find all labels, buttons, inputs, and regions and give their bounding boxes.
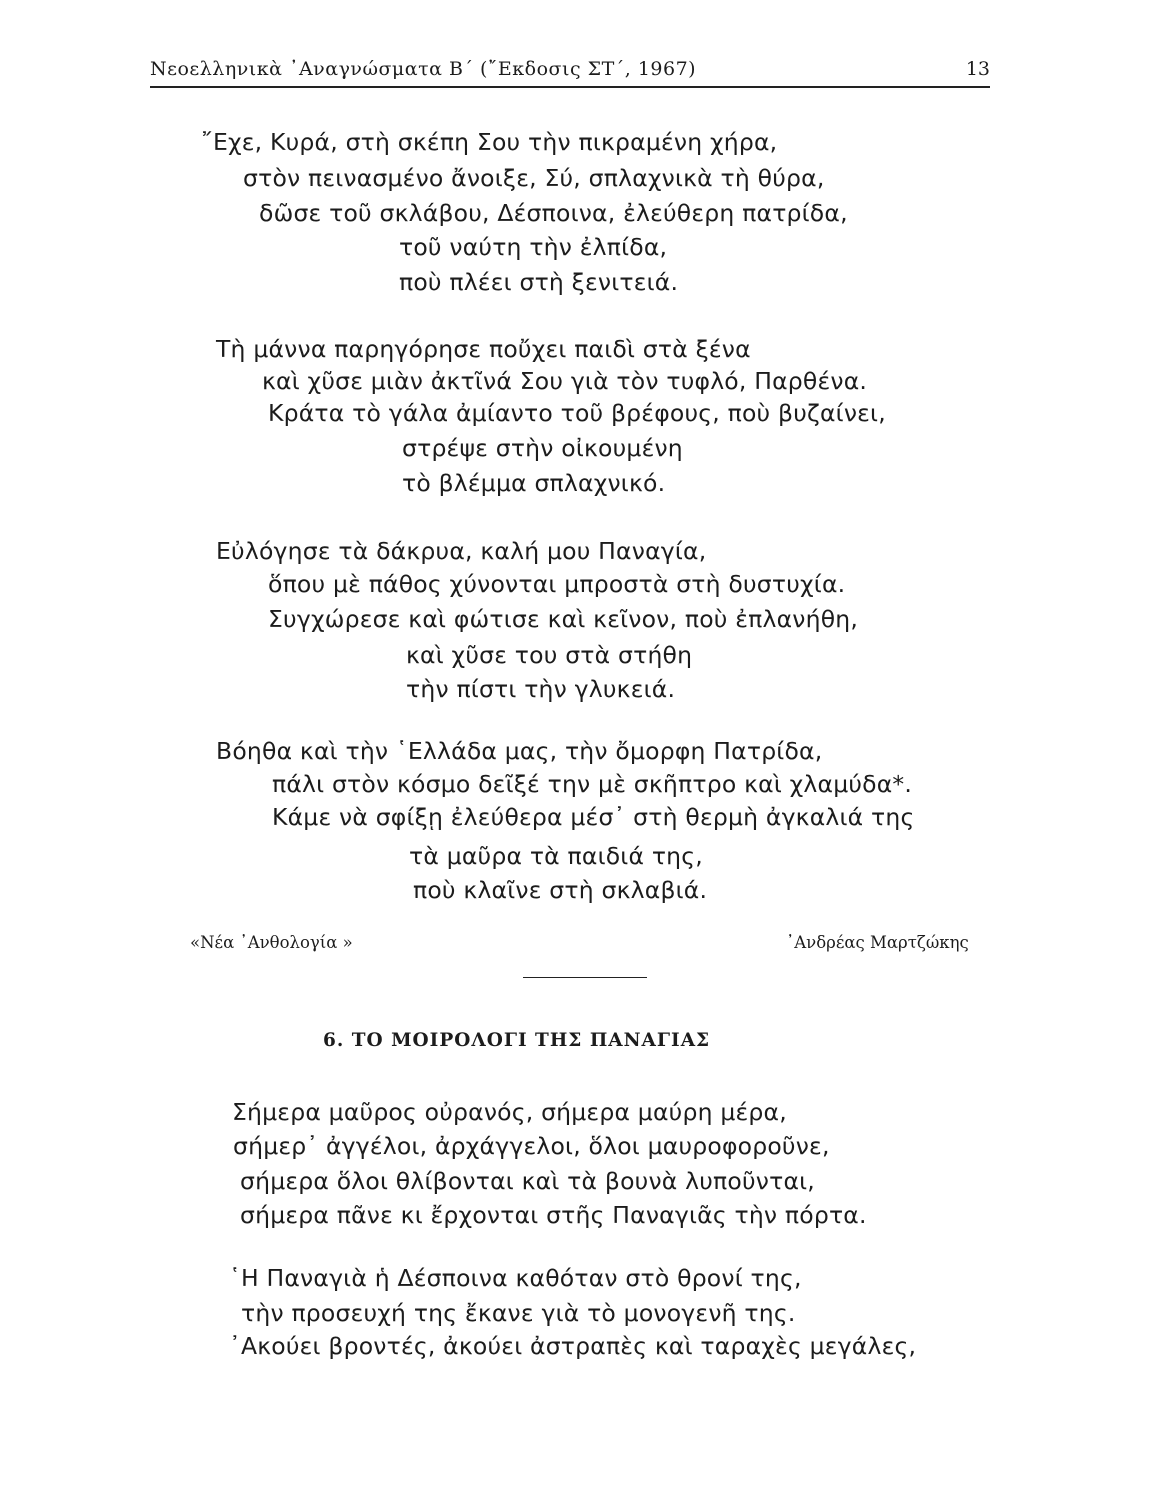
running-title: Νεοελληνικὰ ᾿Αναγνώσματα Β΄ (῎Εκδοσις ΣΤ΄, 1967) [150, 58, 697, 80]
poem-line: ὅπου μὲ πάθος χύνονται μπροστὰ στὴ δυστυχία. [268, 570, 846, 598]
poem-line: τὰ μαῦρα τὰ παιδιά της, [409, 842, 703, 870]
poem-line: ποὺ κλαῖνε στὴ σκλαβιά. [413, 876, 708, 904]
poem-line: σήμερα ὅλοι θλίβονται καὶ τὰ βουνὰ λυποῦνται, [240, 1167, 815, 1195]
poem-line: τὴν πίστι τὴν γλυκειά. [406, 675, 676, 703]
poem-line: Κράτα τὸ γάλα ἀμίαντο τοῦ βρέφους, ποὺ βυζαίνει, [268, 399, 886, 427]
poem-line: στὸν πεινασμένο ἄνοιξε, Σύ, σπλαχνικὰ τὴ θύρα, [243, 164, 825, 192]
page-header [150, 52, 990, 88]
poem-line: ῾Η Παναγιὰ ἡ Δέσποινα καθόταν στὸ θρονί της, [229, 1264, 802, 1292]
poem-line: Συγχώρεσε καὶ φώτισε καὶ κεῖνον, ποὺ ἐπλανήθη, [268, 605, 859, 633]
poem-line: ῎Εχε, Κυρά, στὴ σκέπη Σου τὴν πικραμένη χήρα, [201, 128, 778, 156]
poem-line: τὴν προσευχή της ἔκανε γιὰ τὸ μονογενῆ της. [241, 1299, 796, 1327]
poem-line: Βόηθα καὶ τὴν ῾Ελλάδα μας, τὴν ὄμορφη Πατρίδα, [216, 737, 823, 765]
poem-line: σήμερ᾿ ἀγγέλοι, ἀρχάγγελοι, ὅλοι μαυροφοροῦνε, [233, 1132, 830, 1160]
poem-line: ᾿Ακούει βροντές, ἀκούει ἀστραπὲς καὶ ταραχὲς μεγάλες, [229, 1332, 917, 1360]
poem-line: Κάμε νὰ σφίξῃ ἐλεύθερα μέσ᾿ στὴ θερμὴ ἀγκαλιά της [272, 803, 915, 831]
poem-line: σήμερα πᾶνε κι ἔρχονται στῆς Παναγιᾶς τὴν πόρτα. [240, 1201, 867, 1229]
poem-author: ᾿Ανδρέας Μαρτζώκης [786, 933, 969, 952]
poem-line: τοῦ ναύτη τὴν ἐλπίδα, [399, 233, 668, 261]
poem-line: δῶσε τοῦ σκλάβου, Δέσποινα, ἐλεύθερη πατρίδα, [259, 199, 848, 227]
poem-line: Εὐλόγησε τὰ δάκρυα, καλή μου Παναγία, [216, 537, 707, 565]
section-title: 6. ΤΟ ΜΟΙΡΟΛΟΓΙ ΤΗΣ ΠΑΝΑΓΙΑΣ [323, 1030, 711, 1051]
page-number: 13 [965, 58, 990, 80]
poem-line: πάλι στὸν κόσμο δεῖξέ την μὲ σκῆπτρο καὶ χλαμύδα*. [272, 770, 913, 798]
poem-source: «Νέα ᾿Ανθολογία » [190, 933, 353, 952]
poem-line: στρέψε στὴν οἰκουμένη [402, 434, 683, 462]
poem-line: Τὴ μάννα παρηγόρησε ποὔχει παιδὶ στὰ ξένα [216, 335, 751, 363]
poem-line: Σήμερα μαῦρος οὐρανός, σήμερα μαύρη μέρα, [232, 1098, 787, 1126]
poem-line: καὶ χῦσε μιὰν ἀκτῖνά Σου γιὰ τὸν τυφλό, Παρθένα. [262, 367, 868, 395]
poem-line: καὶ χῦσε του στὰ στήθη [406, 641, 693, 669]
poem-line: τὸ βλέμμα σπλαχνικό. [402, 469, 666, 497]
poem-line: ποὺ πλέει στὴ ξενιτειά. [399, 268, 679, 296]
section-divider [523, 977, 647, 978]
